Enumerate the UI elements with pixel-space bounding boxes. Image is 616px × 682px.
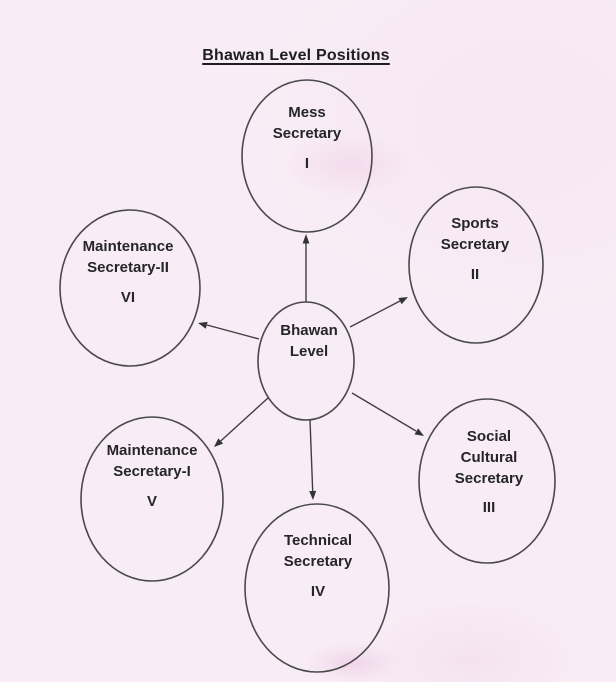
- node-label-line: Sports: [451, 215, 499, 232]
- center-label-line: Level: [289, 343, 329, 360]
- node-label-line: Secretary-I: [113, 463, 191, 480]
- node-label-sports-secretary: [405, 213, 545, 285]
- node-label-line: Maintenance: [82, 238, 174, 255]
- arrow-line: [221, 398, 268, 441]
- arrow-head: [198, 322, 208, 329]
- arrow-center-to-technical: [309, 420, 316, 500]
- arrow-center-to-mess: [303, 234, 310, 302]
- node-position-numeral: III: [482, 499, 496, 516]
- node-position-numeral: VI: [120, 289, 136, 306]
- node-label-line: Social: [466, 428, 512, 445]
- node-label-technical-secretary: [248, 530, 388, 602]
- arrow-head: [398, 297, 408, 304]
- diagram-title: Bhawan Level Positions: [202, 47, 390, 64]
- node-label-line: Maintenance: [106, 442, 198, 459]
- arrow-center-to-social-cultural: [352, 393, 424, 436]
- node-label-line: Secretary: [272, 125, 342, 142]
- node-position-numeral: IV: [310, 583, 326, 600]
- node-label-line: Mess: [288, 104, 326, 121]
- node-label-line: Secretary: [283, 553, 353, 570]
- center-label-bhawan-level: [239, 320, 379, 362]
- node-label-line: Technical: [283, 532, 353, 549]
- node-position-numeral: I: [304, 155, 310, 172]
- arrow-line: [352, 393, 416, 431]
- node-position-numeral: V: [146, 493, 157, 510]
- arrow-center-to-maintenance-1: [214, 398, 268, 447]
- node-label-social-cultural-secretary: [419, 426, 559, 518]
- node-label-maintenance-secretary-1: [82, 440, 222, 512]
- node-label-maintenance-secretary-2: [58, 236, 198, 308]
- node-label-line: Secretary-II: [87, 259, 169, 276]
- node-label-line: Secretary: [440, 236, 510, 253]
- center-label-line: Bhawan: [280, 322, 338, 339]
- node-label-line: Cultural: [460, 449, 518, 466]
- arrow-head: [309, 491, 316, 500]
- node-label-line: Secretary: [454, 470, 524, 487]
- node-label-mess-secretary: [237, 102, 377, 174]
- arrow-head: [303, 234, 310, 244]
- node-position-numeral: II: [470, 266, 480, 283]
- arrow-line: [310, 420, 313, 491]
